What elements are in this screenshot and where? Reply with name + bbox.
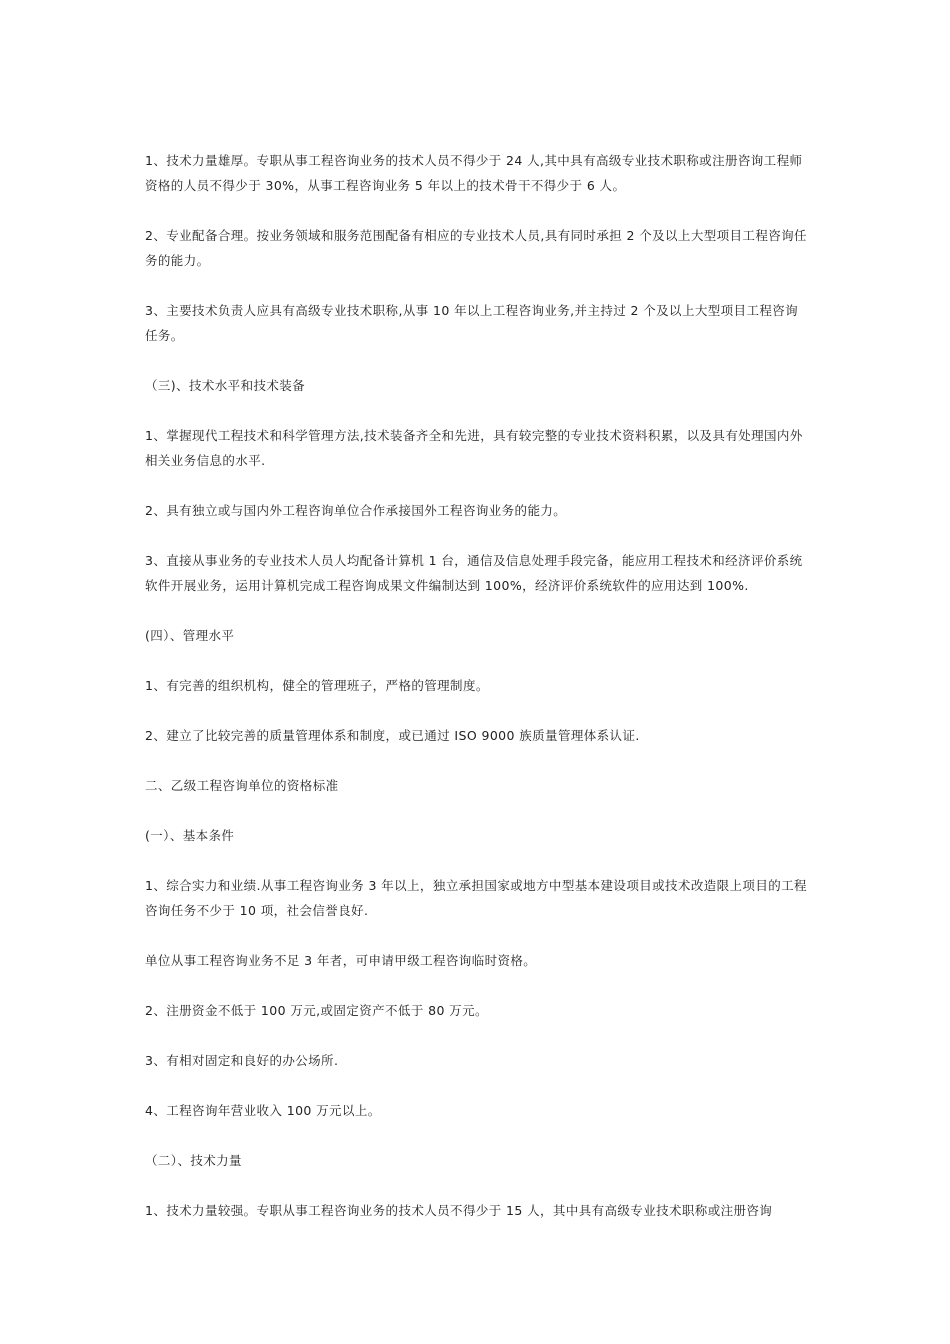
section-heading-basic-conditions: (一）、基本条件	[145, 828, 235, 843]
paragraph-tech-level-3: 3、直接从事业务的专业技术人员人均配备计算机 1 台，通信及信息处理手段完备，能应用工程技术和经济评价系统软件开展业务，运用计算机完成工程咨询成果文件编制达到 100%，经济评价系统软件的应用达到 100%.	[145, 553, 803, 593]
paragraph-basic-note: 单位从事工程咨询业务不足 3 年者，可申请甲级工程咨询临时资格。	[145, 953, 537, 968]
chapter-heading-grade-b: 二、乙级工程咨询单位的资格标准	[145, 778, 339, 793]
paragraph-tech-level-1: 1、掌握现代工程技术和科学管理方法,技术装备齐全和先进，具有较完整的专业技术资料积累，以及具有处理国内外相关业务信息的水平.	[145, 428, 803, 468]
paragraph-basic-2: 2、注册资金不低于 100 万元,或固定资产不低于 80 万元。	[145, 1003, 488, 1018]
paragraph-tech-strength-b-1: 1、技术力量较强。专职从事工程咨询业务的技术人员不得少于 15 人，其中具有高级专业技术职称或注册咨询	[145, 1203, 773, 1218]
section-heading-tech-strength-b: （二）、技术力量	[145, 1153, 242, 1168]
paragraph-management-1: 1、有完善的组织机构，健全的管理班子，严格的管理制度。	[145, 678, 489, 693]
section-heading-tech-level: （三)、技术水平和技术装备	[145, 378, 306, 393]
document-body	[145, 148, 810, 1248]
paragraph-basic-4: 4、工程咨询年营业收入 100 万元以上。	[145, 1103, 381, 1118]
paragraph-tech-strength-1: 1、技术力量雄厚。专职从事工程咨询业务的技术人员不得少于 24 人,其中具有高级专业技术职称或注册咨询工程师资格的人员不得少于 30%，从事工程咨询业务 5 年以上的技术骨干不得少于 6 人。	[145, 153, 803, 193]
paragraph-basic-3: 3、有相对固定和良好的办公场所.	[145, 1053, 339, 1068]
section-heading-management: (四）、管理水平	[145, 628, 235, 643]
paragraph-tech-level-2: 2、具有独立或与国内外工程咨询单位合作承接国外工程咨询业务的能力。	[145, 503, 567, 518]
paragraph-tech-strength-2: 2、专业配备合理。按业务领域和服务范围配备有相应的专业技术人员,具有同时承担 2 个及以上大型项目工程咨询任务的能力。	[145, 228, 807, 268]
paragraph-basic-1: 1、综合实力和业绩.从事工程咨询业务 3 年以上，独立承担国家或地方中型基本建设项目或技术改造限上项目的工程咨询任务不少于 10 项，社会信誉良好.	[145, 878, 807, 918]
paragraph-management-2: 2、建立了比较完善的质量管理体系和制度，或已通过 ISO 9000 族质量管理体系认证.	[145, 728, 640, 743]
paragraph-tech-strength-3: 3、主要技术负责人应具有高级专业技术职称,从事 10 年以上工程咨询业务,并主持过 2 个及以上大型项目工程咨询任务。	[145, 303, 799, 343]
